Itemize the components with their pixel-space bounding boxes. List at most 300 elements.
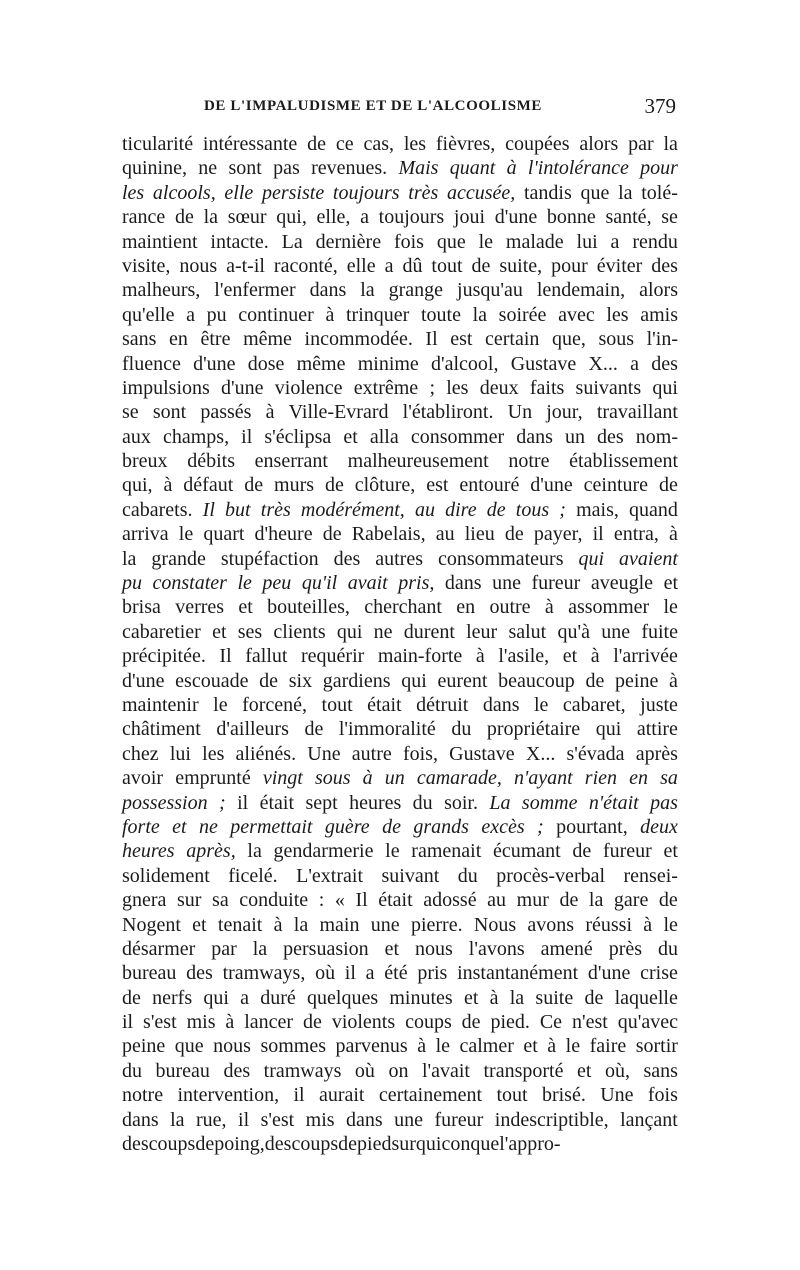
word: six	[288, 669, 313, 692]
word: coups	[291, 1133, 339, 1156]
word: Ville-Evrard	[288, 401, 389, 424]
word: on	[388, 1059, 409, 1082]
word: outre	[489, 596, 531, 619]
word: châtiment	[122, 718, 201, 741]
word: consommer	[410, 425, 505, 448]
italic-word: ;	[537, 815, 544, 838]
word: la	[509, 986, 525, 1009]
italic-word: rien	[584, 767, 617, 790]
word: peine	[122, 1035, 166, 1058]
text-line	[122, 303, 678, 327]
word: la	[203, 206, 218, 229]
word: le	[663, 913, 678, 936]
word: s'est	[260, 1108, 295, 1131]
word: sans	[643, 1059, 678, 1082]
word: heures	[349, 791, 402, 814]
word: adossé	[423, 889, 477, 912]
word: sont	[152, 401, 187, 424]
word: fièvres,	[435, 133, 496, 155]
word: fois,	[402, 742, 438, 765]
word: entouré	[459, 474, 520, 497]
word: pas	[273, 157, 300, 180]
word: sortir	[635, 1035, 678, 1058]
word: sept	[305, 791, 338, 814]
word: les	[202, 742, 225, 765]
word: breux	[122, 450, 168, 473]
word: minutes	[389, 986, 453, 1009]
word: qui	[595, 718, 622, 741]
text-line	[122, 1083, 678, 1107]
text-line	[122, 132, 678, 156]
word: l'avons	[468, 937, 525, 960]
word: au	[435, 523, 455, 546]
word: rance	[122, 206, 166, 229]
word: :	[318, 889, 325, 912]
word: dans	[309, 279, 347, 302]
word: quinine,	[122, 157, 187, 180]
italic-word: après,	[186, 840, 236, 863]
word: dose	[247, 352, 285, 375]
word: gnera	[122, 889, 167, 912]
word: pierre.	[410, 913, 463, 936]
word: nom-	[635, 425, 678, 448]
word: est	[426, 474, 449, 497]
italic-word: peu	[262, 572, 292, 595]
text-line	[122, 766, 678, 790]
word: impulsions	[122, 376, 210, 399]
word: la	[252, 937, 268, 960]
word: une	[394, 1108, 424, 1131]
italic-word: sous	[314, 767, 351, 790]
word: dans	[516, 425, 553, 448]
word: malade	[505, 230, 564, 253]
word: raconté,	[273, 254, 338, 277]
italic-word: heures	[122, 840, 175, 863]
word: une	[492, 572, 521, 595]
italic-word: quant	[449, 157, 496, 180]
italic-word: constater	[152, 572, 227, 595]
word: a	[610, 230, 620, 253]
word: la	[618, 181, 633, 204]
word: intéressante	[202, 133, 298, 155]
word: salut	[508, 620, 547, 643]
word: extrême	[353, 376, 419, 399]
word: grande	[151, 547, 206, 570]
word: coups	[148, 1133, 196, 1156]
word: sur	[391, 1133, 416, 1156]
italic-word: permettait	[230, 815, 313, 838]
word: la	[588, 889, 604, 912]
word: à	[325, 303, 335, 326]
word: il	[293, 1084, 305, 1107]
italic-word: persiste	[261, 181, 325, 204]
word: travaillant	[596, 401, 678, 424]
italic-word: à	[506, 157, 517, 180]
word: après	[635, 742, 678, 765]
word: à	[163, 474, 173, 497]
italic-word: les	[122, 181, 145, 204]
word: arriva	[122, 523, 169, 546]
text-line	[122, 205, 678, 229]
italic-word: grands	[413, 815, 469, 838]
word: d'une	[221, 376, 264, 399]
italic-word: somme	[521, 791, 578, 814]
word: rendu	[632, 230, 678, 253]
word: à	[547, 1035, 557, 1058]
word: il	[237, 791, 249, 814]
word: sur	[177, 889, 202, 912]
word: la	[293, 913, 309, 936]
word: bureau	[122, 962, 177, 985]
word: de	[307, 133, 327, 155]
italic-word: modérément,	[300, 498, 405, 521]
text-line	[122, 693, 678, 717]
word: à	[668, 523, 678, 546]
word: certain	[485, 328, 540, 351]
word: des	[122, 1133, 149, 1156]
word: tenait	[217, 913, 263, 936]
word: jour,	[546, 401, 583, 424]
text-line	[122, 230, 678, 254]
word: toute	[420, 303, 461, 326]
text-line	[122, 717, 678, 741]
word: l'arrivée	[613, 645, 678, 668]
word: lendemain,	[536, 279, 626, 302]
text-line	[122, 937, 678, 961]
word: ticularité	[122, 133, 194, 155]
word: tout	[496, 1084, 528, 1107]
italic-word: l'intolérance	[527, 157, 629, 180]
word: il	[241, 425, 253, 448]
word: gardiens	[322, 669, 391, 692]
word: trinquer	[346, 303, 410, 326]
word: était	[367, 693, 402, 716]
word: cas,	[363, 133, 394, 155]
italic-word: ;	[559, 498, 566, 521]
italic-word: Mais	[398, 157, 439, 180]
word: a	[240, 986, 250, 1009]
word: joui	[453, 206, 486, 229]
word: emprunté	[175, 767, 251, 790]
word: qu'à	[557, 620, 590, 643]
word: de	[658, 474, 678, 497]
word: conduite	[239, 889, 309, 912]
word: durent	[403, 620, 455, 643]
word: entra,	[613, 523, 659, 546]
word: des	[223, 1059, 251, 1082]
word: était	[259, 791, 295, 814]
word: transporté	[483, 1059, 564, 1082]
word: malheurs,	[122, 279, 201, 302]
word: à	[273, 913, 283, 936]
word: et	[192, 913, 207, 936]
word: d'une	[587, 962, 631, 985]
word: Une	[600, 1084, 634, 1107]
word: Ce	[539, 1011, 563, 1034]
word: fluence	[122, 352, 181, 375]
italic-word: qu'il	[301, 572, 338, 595]
word: été	[384, 962, 408, 985]
word: à	[265, 401, 275, 424]
word: à	[643, 913, 653, 936]
word: des	[186, 962, 213, 985]
page-number: 379	[644, 94, 676, 118]
word: établissement	[569, 450, 678, 473]
word: des	[651, 352, 678, 375]
word: lançant	[620, 1108, 678, 1131]
word: les	[403, 133, 427, 155]
word: et	[238, 596, 253, 619]
word: à	[669, 669, 678, 692]
word: dans	[444, 572, 482, 595]
text-line	[122, 839, 678, 863]
word: écumant	[492, 840, 561, 863]
word: des	[264, 1133, 292, 1156]
word: maintenir	[122, 693, 199, 716]
word: indescriptible,	[494, 1108, 609, 1131]
word: de	[244, 474, 264, 497]
word: sommes	[260, 1035, 327, 1058]
word: de	[338, 1133, 358, 1156]
italic-word: pas	[650, 791, 678, 814]
word: champs,	[162, 425, 230, 448]
word: juste	[640, 693, 678, 716]
word: ficelé.	[228, 864, 278, 887]
word: même	[296, 352, 346, 375]
word: l'établiront.	[402, 401, 494, 424]
text-line	[122, 595, 678, 619]
word: de	[504, 523, 524, 546]
italic-word: sa	[660, 767, 678, 790]
text-line	[122, 742, 678, 766]
word: fois	[647, 1084, 678, 1107]
word: d'une	[530, 474, 573, 497]
word: main-forte	[377, 645, 463, 668]
word: s'est	[143, 1011, 177, 1034]
word: de	[584, 986, 604, 1009]
word: verres	[175, 596, 225, 619]
word: notre	[508, 450, 550, 473]
word: de	[658, 889, 678, 912]
word: ses	[237, 620, 263, 643]
word: le	[478, 230, 494, 253]
word: n'est	[571, 1011, 608, 1034]
text-line	[122, 815, 678, 839]
word: du	[657, 937, 678, 960]
word: brisa	[122, 596, 161, 619]
word: clients	[273, 620, 326, 643]
italic-word: très	[260, 498, 291, 521]
word: il	[238, 1108, 250, 1131]
word: nerfs	[152, 986, 193, 1009]
text-line	[122, 278, 678, 302]
word: «	[334, 889, 345, 912]
word: à	[544, 596, 554, 619]
italic-word: accusée,	[447, 181, 516, 204]
text-line	[122, 791, 678, 815]
word: Rabelais,	[351, 523, 426, 546]
italic-word: pu	[122, 572, 142, 595]
word: soir.	[444, 791, 478, 814]
word: et	[577, 1059, 592, 1082]
word: continuer	[238, 303, 314, 326]
text-line	[122, 181, 678, 205]
word: même	[243, 328, 292, 351]
word: le	[435, 1035, 450, 1058]
word: l'avait	[421, 1059, 470, 1082]
word: suite,	[499, 254, 543, 277]
word: Il	[355, 889, 368, 912]
word: être	[200, 328, 231, 351]
word: fureur	[602, 840, 652, 863]
word: nous	[179, 254, 218, 277]
word: alors	[579, 133, 619, 155]
italic-word: n'était	[588, 791, 639, 814]
word: au	[487, 889, 507, 912]
word: des	[333, 547, 361, 570]
italic-word: avait	[347, 572, 388, 595]
italic-word: toujours	[332, 181, 400, 204]
word: d'une	[122, 669, 165, 692]
word: lui	[169, 742, 191, 765]
word: et	[384, 937, 400, 960]
word: leur	[466, 620, 498, 643]
word: clôture,	[354, 474, 416, 497]
word: qui	[401, 669, 427, 692]
word: payer,	[533, 523, 583, 546]
word: de	[585, 669, 605, 692]
word: pour	[551, 254, 588, 277]
word: détruit	[416, 693, 469, 716]
word: il	[344, 962, 356, 985]
word: lui	[576, 230, 598, 253]
word: quiconque	[415, 1133, 500, 1156]
word: qui	[652, 376, 678, 399]
word: chez	[122, 742, 159, 765]
word: du	[122, 1059, 142, 1082]
word: brisé.	[541, 1084, 586, 1107]
word: des	[651, 254, 678, 277]
word: de	[322, 523, 342, 546]
word: tandis	[524, 181, 572, 204]
word: de	[122, 986, 141, 1009]
word: bouteilles,	[267, 596, 350, 619]
word: précipitée.	[122, 645, 206, 668]
word: une	[370, 913, 400, 936]
word: main	[319, 913, 360, 936]
word: sœur	[227, 206, 267, 229]
italic-word: et	[172, 815, 187, 838]
italic-word: deux	[640, 815, 678, 838]
word: ;	[429, 376, 435, 399]
word: laquelle	[614, 986, 678, 1009]
word: et	[212, 620, 227, 643]
word: en	[456, 596, 476, 619]
word: du	[451, 718, 472, 741]
italic-word: de	[486, 498, 506, 521]
word: jusqu'au	[457, 279, 523, 302]
italic-word: forte	[122, 815, 160, 838]
word: aliénés.	[235, 742, 297, 765]
word: qu'elle	[122, 303, 175, 326]
word: violence	[274, 376, 343, 399]
italic-word: guère	[324, 815, 370, 838]
word: mur	[516, 889, 549, 912]
word: fureur	[531, 572, 581, 595]
word: à	[417, 1035, 427, 1058]
word: et	[523, 1035, 538, 1058]
word: Il	[219, 645, 232, 668]
word: qui,	[276, 206, 307, 229]
word: les	[606, 303, 629, 326]
word: de	[559, 889, 579, 912]
text-line	[122, 1132, 678, 1156]
word: et	[463, 986, 479, 1009]
word: l'in-	[646, 328, 678, 351]
text-line	[122, 571, 678, 595]
word: qui	[203, 986, 229, 1009]
word: d'heure	[254, 523, 313, 546]
word: s'éclipsa	[264, 425, 332, 448]
word: par	[211, 937, 237, 960]
word: cabaretier	[122, 620, 201, 643]
word: d'une	[193, 352, 236, 375]
word: a-t-il	[226, 254, 265, 277]
word: elle,	[316, 206, 351, 229]
word: d'ailleurs	[216, 718, 289, 741]
word: le	[385, 840, 400, 863]
word: gendarmerie	[273, 840, 374, 863]
word: que,	[551, 328, 586, 351]
word: calmer	[459, 1035, 514, 1058]
word: cabaret,	[562, 693, 626, 716]
body-text	[122, 132, 678, 1156]
word: alla	[369, 425, 399, 448]
italic-word: de	[382, 815, 401, 838]
word: a	[365, 962, 375, 985]
word: l'appro-	[499, 1133, 561, 1156]
word: était	[378, 889, 413, 912]
word: l'asile,	[498, 645, 550, 668]
word: notre	[122, 1084, 164, 1107]
word: et	[663, 840, 678, 863]
word: tout	[321, 693, 353, 716]
word: fois	[393, 230, 424, 253]
word: où,	[604, 1059, 630, 1082]
word: qui,	[122, 474, 153, 497]
word: la	[122, 547, 137, 570]
word: bonne	[546, 206, 596, 229]
text-line	[122, 986, 678, 1010]
word: une	[601, 620, 631, 643]
word: avons	[527, 913, 575, 936]
word: se	[661, 206, 678, 229]
word: santé,	[605, 206, 652, 229]
word: de	[471, 254, 491, 277]
word: et	[663, 572, 678, 595]
italic-word: très	[408, 181, 439, 204]
italic-word: un	[384, 767, 405, 790]
word: suivants	[575, 376, 642, 399]
word: à	[225, 1011, 235, 1034]
word: requérir	[301, 645, 365, 668]
word: ne	[373, 620, 393, 643]
word: parvenus	[335, 1035, 408, 1058]
word: et	[343, 425, 358, 448]
word: aux	[122, 425, 151, 448]
italic-word: pour	[640, 157, 678, 180]
word: Gustave	[510, 352, 577, 375]
